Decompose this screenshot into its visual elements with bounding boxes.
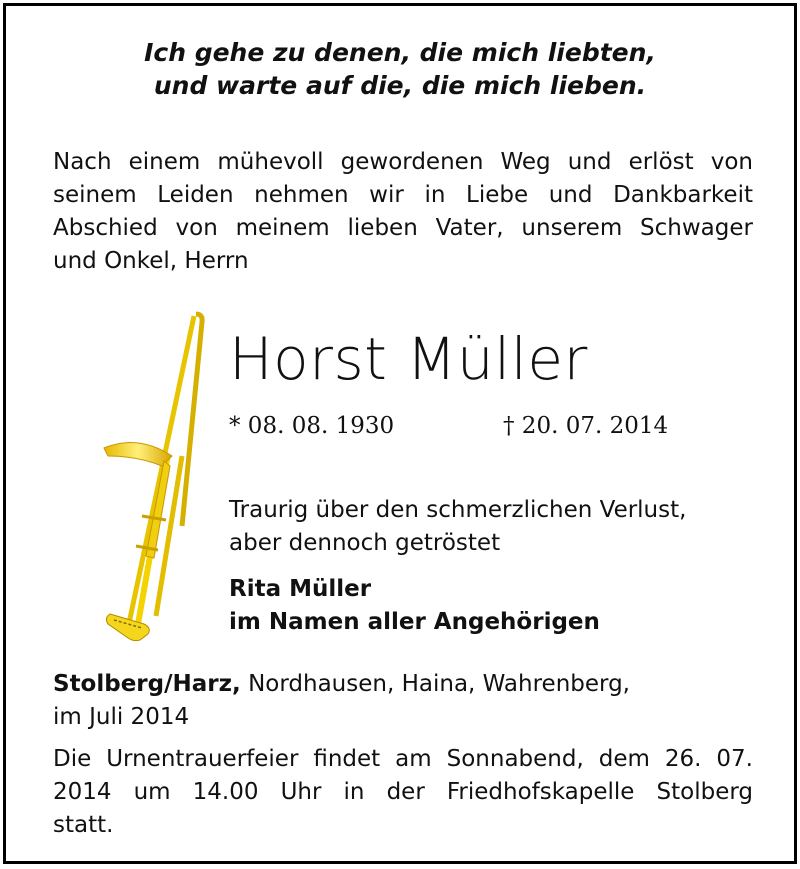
- intro-line: Nach einem mühevoll gewordenen Weg und erlöst von: [53, 149, 753, 175]
- motto-quote: [6, 36, 794, 102]
- death-date: † 20. 07. 2014: [503, 413, 669, 439]
- obituary-frame: [3, 3, 797, 864]
- funeral-notice: [53, 743, 753, 842]
- signer-name: Rita Müller: [229, 576, 372, 602]
- trombone-icon: [98, 306, 208, 646]
- motto-line-2: und warte auf die, die mich lieben.: [153, 71, 647, 100]
- intro-paragraph: [53, 146, 753, 278]
- mourning-line-2: aber dennoch getröstet: [229, 530, 501, 556]
- funeral-line: statt.: [53, 812, 114, 838]
- intro-line: Abschied von meinem lieben Vater, unserem Schwager: [53, 215, 753, 241]
- funeral-line: Die Urnentrauerfeier findet am Sonnabend, dem 26. 07.: [53, 746, 753, 772]
- intro-line: und Onkel, Herrn: [53, 248, 249, 274]
- intro-line: seinem Leiden nehmen wir in Liebe und Dankbarkeit: [53, 182, 753, 208]
- deceased-name: Horst Müller: [229, 325, 588, 393]
- place-line: [53, 668, 630, 701]
- funeral-line: 2014 um 14.00 Uhr in der Friedhofskapelle Stolberg: [53, 779, 753, 805]
- birth-date: * 08. 08. 1930: [229, 413, 395, 439]
- place-main: Stolberg/Harz,: [53, 671, 241, 697]
- signers: [229, 573, 600, 639]
- date-line: im Juli 2014: [53, 704, 190, 730]
- mourning-text: [229, 494, 686, 560]
- signer-relatives: im Namen aller Angehörigen: [229, 609, 600, 635]
- place-and-date: [53, 668, 630, 734]
- mourning-line-1: Traurig über den schmerzlichen Verlust,: [229, 497, 687, 523]
- place-others: Nordhausen, Haina, Wahrenberg,: [240, 671, 630, 697]
- motto-line-1: Ich gehe zu denen, die mich liebten,: [144, 38, 656, 67]
